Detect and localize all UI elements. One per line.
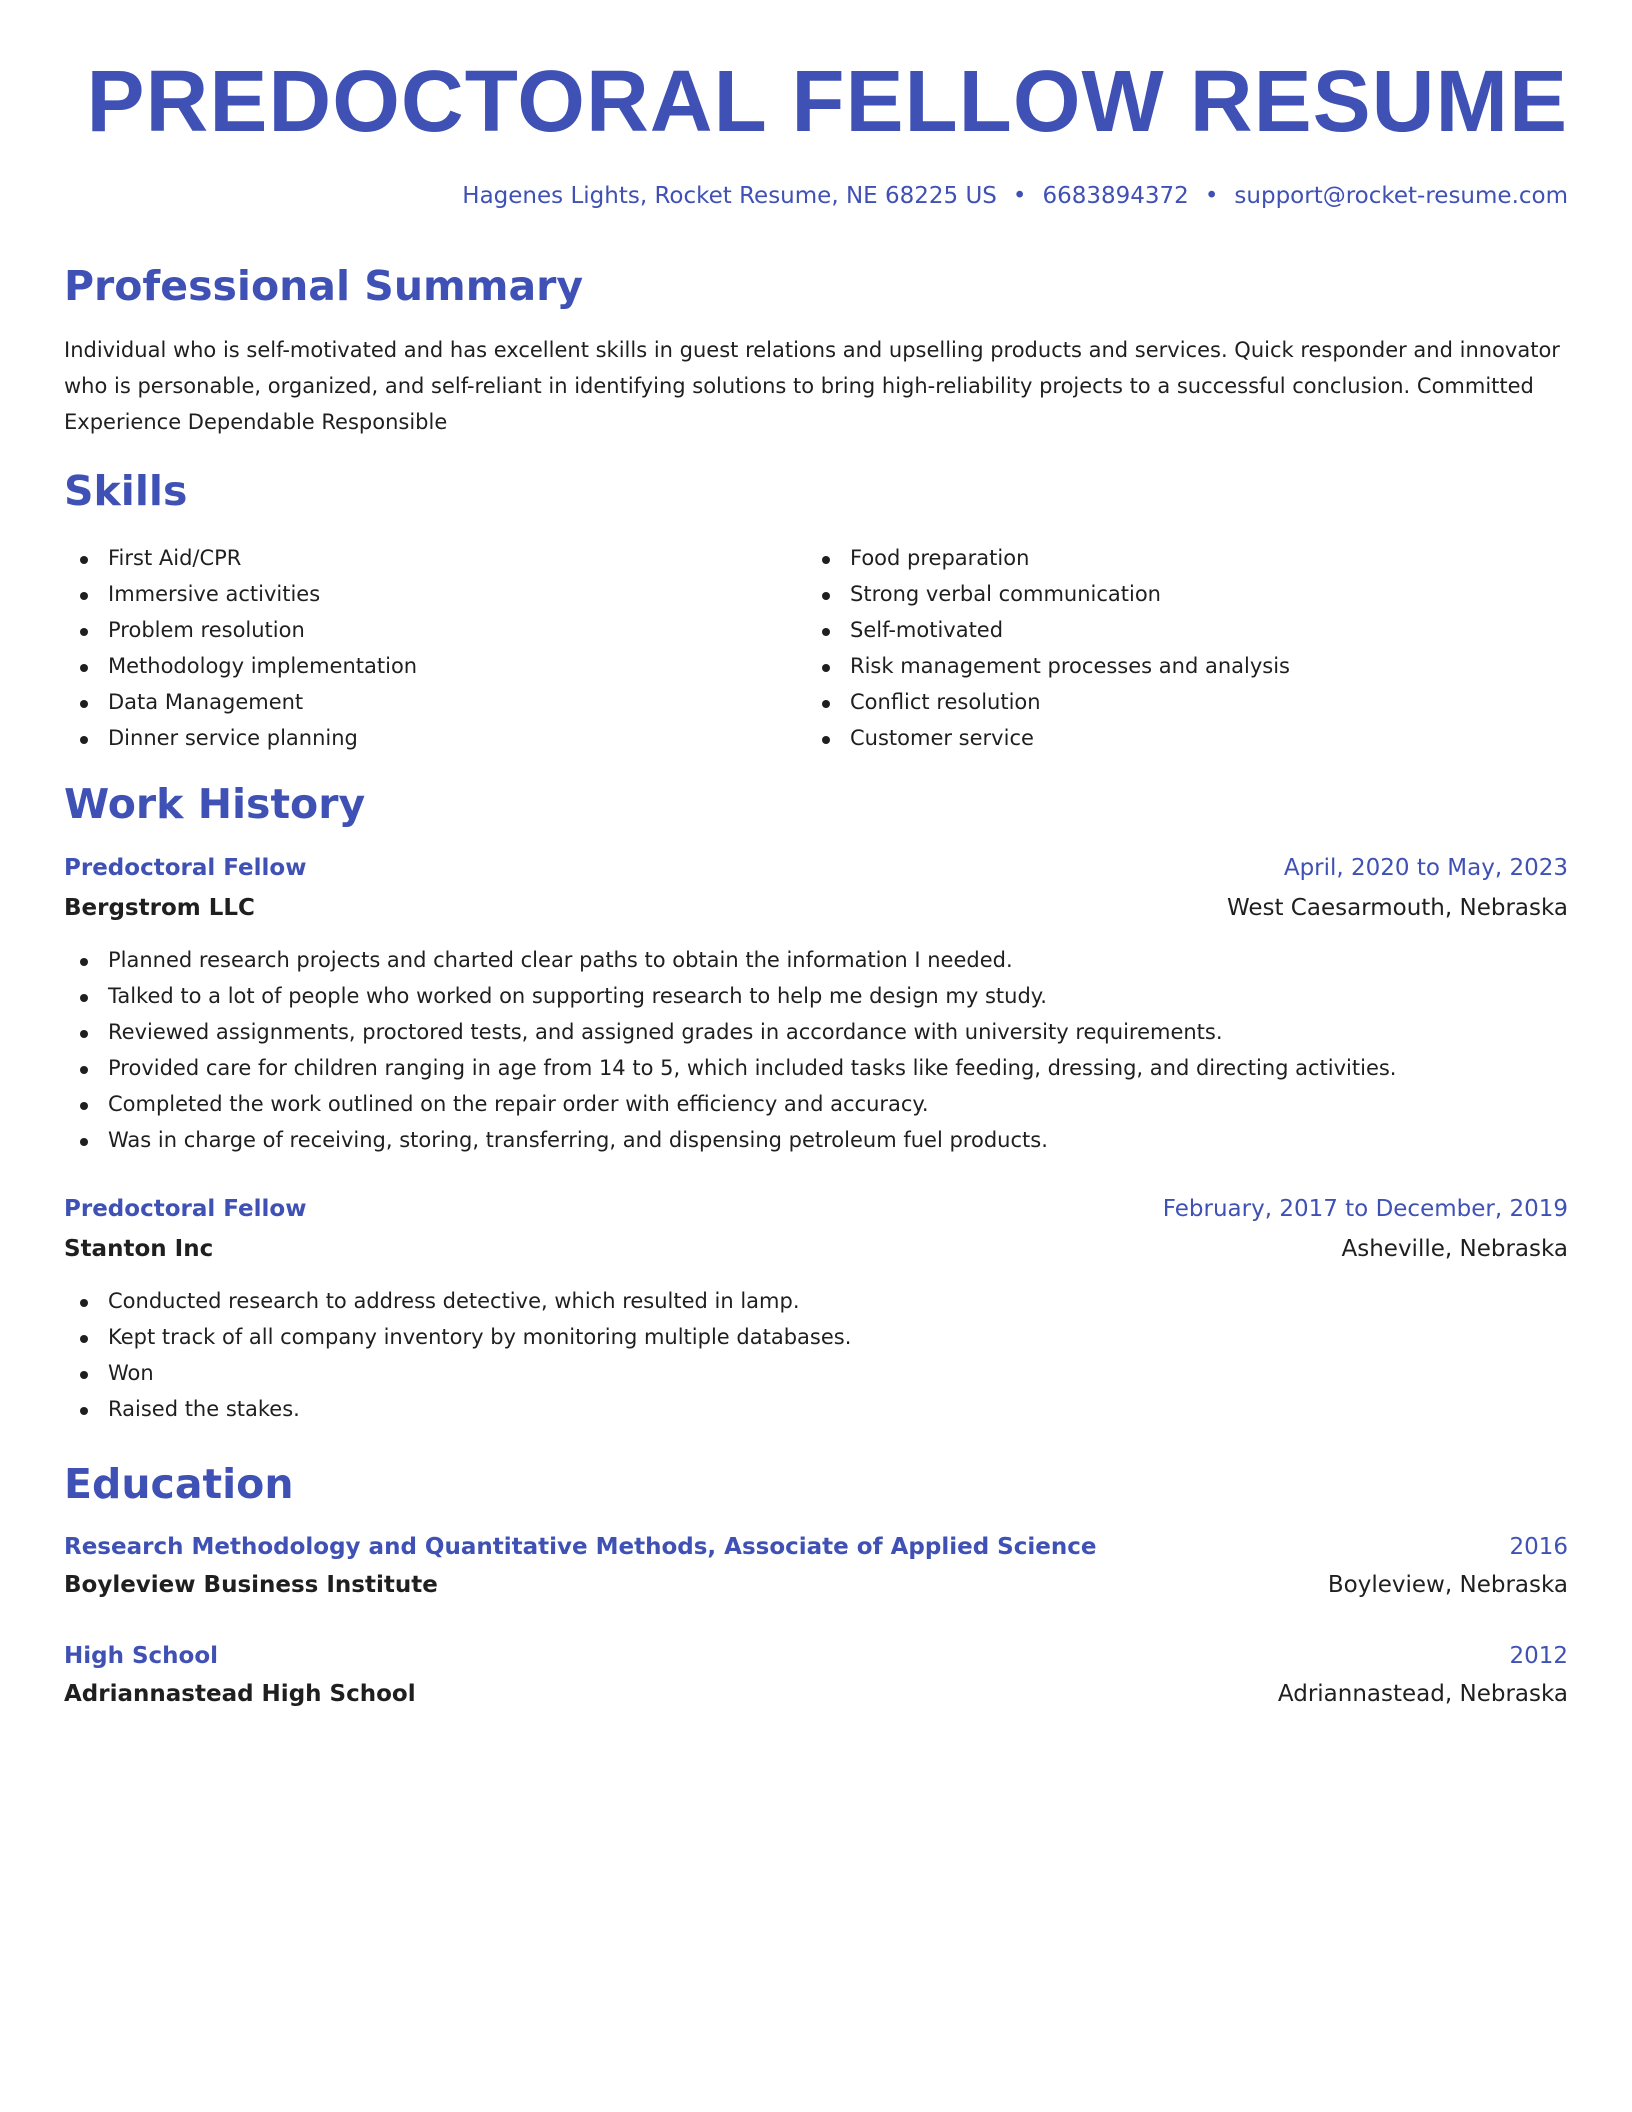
job-bullets: [64, 942, 1568, 1158]
contact-address: Hagenes Lights, Rocket Resume, NE 68225 US: [462, 183, 997, 209]
job-bullet: Planned research projects and charted clear paths to obtain the information I needed.: [64, 942, 1568, 978]
job-bullet: Completed the work outlined on the repair order with efficiency and accuracy.: [64, 1086, 1568, 1122]
job-location: Asheville, Nebraska: [1341, 1236, 1568, 1262]
skill-item: Methodology implementation: [64, 648, 806, 684]
skill-item: Immersive activities: [64, 576, 806, 612]
education-year: 2012: [1509, 1643, 1568, 1669]
skill-item: Data Management: [64, 684, 806, 720]
skill-item: First Aid/CPR: [64, 540, 806, 576]
job-company: Stanton Inc: [64, 1236, 214, 1262]
job-title: Predoctoral Fellow: [64, 1196, 307, 1222]
section-title-work-history: Work History: [64, 780, 366, 828]
skills-list: [64, 540, 1568, 756]
contact-phone: 6683894372: [1042, 183, 1189, 209]
skill-item: Risk management processes and analysis: [806, 648, 1548, 684]
job-dates: February, 2017 to December, 2019: [1162, 1196, 1568, 1222]
skill-item: Strong verbal communication: [806, 576, 1548, 612]
skill-item: Self-motivated: [806, 612, 1548, 648]
contact-separator: •: [1204, 183, 1219, 209]
contact-separator: •: [1012, 183, 1027, 209]
job-header: [64, 852, 1568, 884]
education-degree: Research Methodology and Quantitative Methods, Associate of Applied Science: [64, 1534, 1097, 1560]
education-school: Boyleview Business Institute: [64, 1572, 438, 1598]
summary-text: Individual who is self-motivated and has excellent skills in guest relations and upselling products and services. Quick responder and innovator who is personable, organized, and self-reliant in identifying solutions to bring high-reliability projects to a successful conclusion. Committed Experience Dependable Responsible: [64, 338, 1560, 434]
education-header: [64, 1531, 1568, 1563]
contact-email: support@rocket-resume.com: [1234, 183, 1568, 209]
skills-column-left: [64, 540, 806, 756]
skill-item: Conflict resolution: [806, 684, 1548, 720]
skill-item: Problem resolution: [64, 612, 806, 648]
job-header: [64, 1193, 1568, 1225]
education-location: Boyleview, Nebraska: [1327, 1572, 1568, 1598]
education-year: 2016: [1509, 1534, 1568, 1560]
education-location: Adriannastead, Nebraska: [1277, 1681, 1568, 1707]
job-location: West Caesarmouth, Nebraska: [1226, 895, 1568, 921]
education-header: [64, 1640, 1568, 1672]
contact-line: [462, 180, 1568, 212]
job-bullet: Raised the stakes.: [64, 1391, 1568, 1427]
job-bullets: [64, 1283, 1568, 1427]
education-school-row: [64, 1569, 1568, 1601]
skill-item: Food preparation: [806, 540, 1548, 576]
skill-item: Customer service: [806, 720, 1548, 756]
job-company: Bergstrom LLC: [64, 895, 255, 921]
skill-item: Dinner service planning: [64, 720, 806, 756]
section-title-skills: Skills: [64, 467, 188, 515]
section-title-education: Education: [64, 1460, 294, 1508]
section-title-summary: Professional Summary: [64, 262, 584, 310]
job-bullet: Talked to a lot of people who worked on supporting research to help me design my study.: [64, 978, 1568, 1014]
job-bullet: Provided care for children ranging in age from 14 to 5, which included tasks like feeding, dressing, and directing activities.: [64, 1050, 1568, 1086]
skills-column-right: [806, 540, 1548, 756]
job-bullet: Won: [64, 1355, 1568, 1391]
education-school: Adriannastead High School: [64, 1681, 416, 1707]
job-bullet: Kept track of all company inventory by monitoring multiple databases.: [64, 1319, 1568, 1355]
education-school-row: [64, 1678, 1568, 1710]
job-employer-row: [64, 892, 1568, 924]
job-bullet: Was in charge of receiving, storing, transferring, and dispensing petroleum fuel products.: [64, 1122, 1568, 1158]
job-dates: April, 2020 to May, 2023: [1283, 855, 1568, 881]
education-degree: High School: [64, 1643, 219, 1669]
resume-title: PREDOCTORAL FELLOW RESUME: [86, 53, 1568, 150]
job-employer-row: [64, 1233, 1568, 1265]
job-bullet: Reviewed assignments, proctored tests, and assigned grades in accordance with university requirements.: [64, 1014, 1568, 1050]
job-bullet: Conducted research to address detective, which resulted in lamp.: [64, 1283, 1568, 1319]
job-title: Predoctoral Fellow: [64, 855, 307, 881]
